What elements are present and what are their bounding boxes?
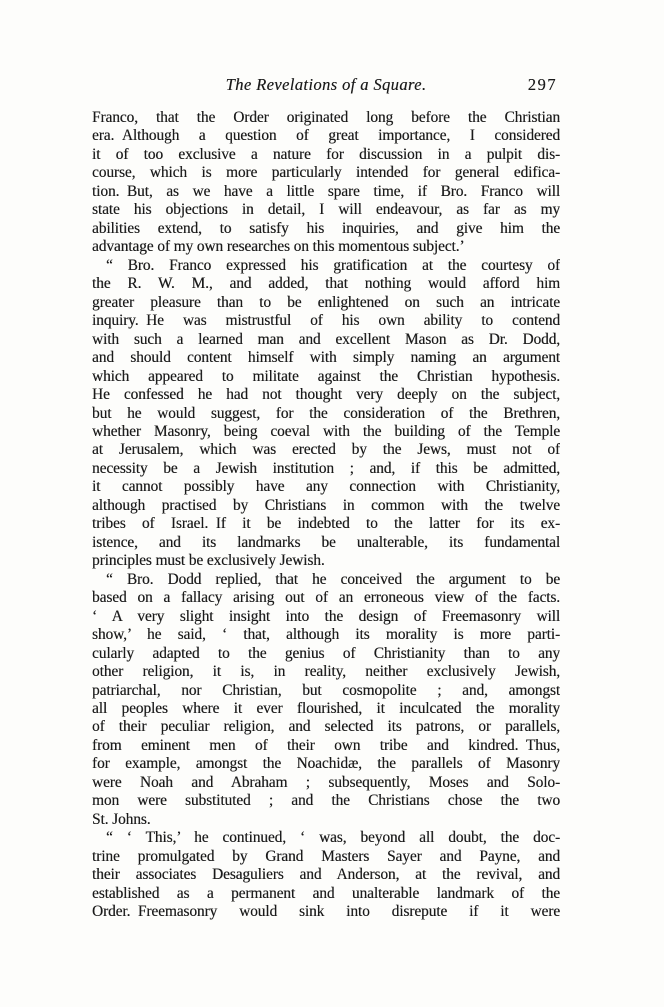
text-line: necessity be a Jewish institution ; and, if this be admitted, — [92, 459, 560, 477]
text-line: state his objections in detail, I will endeavour, as far as my — [92, 201, 560, 219]
text-line: inquiry. He was mistrustful of his own ability to contend — [92, 312, 560, 330]
paragraph — [92, 829, 560, 921]
text-line: with such a learned man and excellent Mason as Dr. Dodd, — [92, 330, 560, 348]
text-line: course, which is more particularly intended for general edifica- — [92, 164, 560, 182]
text-line: ‘ A very slight insight into the design of Freemasonry will — [92, 607, 560, 625]
page-number: 297 — [527, 75, 557, 94]
text-line: Order. Freemasonry would sink into disrepute if it were — [92, 903, 560, 921]
text-line: era. Although a question of great importance, I considered — [92, 127, 560, 145]
text-line: all peoples where it ever flourished, it inculcated the morality — [92, 700, 560, 717]
text-line: tribes of Israel. If it be indebted to the latter for its ex- — [92, 515, 560, 533]
text-line: it of too exclusive a nature for discussion in a pulpit dis- — [92, 145, 560, 163]
text-line: at Jerusalem, which was erected by the Jews, must not of — [92, 441, 560, 459]
text-line: cularly adapted to the genius of Christianity than to any — [92, 644, 560, 662]
text-line: show,’ he said, ‘ that, although its morality is more parti- — [92, 626, 560, 644]
text-line: trine promulgated by Grand Masters Sayer and Payne, and — [92, 847, 560, 865]
text-line: whether Masonry, being coeval with the building of the Temple — [92, 422, 560, 440]
text-line: other religion, it is, in reality, neither exclusively Jewish, — [92, 663, 560, 681]
text-line: of their peculiar religion, and selected its patrons, or parallels, — [92, 718, 560, 736]
text-line: were Noah and Abraham ; subsequently, Moses and Solo- — [92, 773, 560, 791]
text-line: mon were substituted ; and the Christians chose the two — [92, 792, 560, 810]
paragraph — [92, 109, 560, 257]
page-body-text — [92, 109, 560, 922]
running-header — [92, 75, 560, 95]
text-line: for example, amongst the Noachidæ, the parallels of Masonry — [92, 755, 560, 773]
text-line: patriarchal, nor Christian, but cosmopolite ; and, amongst — [92, 681, 560, 699]
text-line: “ Bro. Dodd replied, that he conceived the argument to be — [106, 570, 560, 588]
text-line: “ ‘ This,’ he continued, ‘ was, beyond all doubt, the doc- — [106, 829, 560, 847]
text-line: Franco, that the Order originated long before the Christian — [92, 109, 560, 126]
text-line: tion. But, as we have a little spare time, if Bro. Franco will — [92, 182, 560, 200]
text-line: which appeared to militate against the Christian hypothesis. — [92, 367, 560, 385]
text-line: based on a fallacy arising out of an erroneous view of the facts. — [92, 589, 560, 607]
text-line: it cannot possibly have any connection with Christianity, — [92, 478, 560, 496]
text-line: “ Bro. Franco expressed his gratification at the courtesy of — [106, 256, 560, 274]
text-line: although practised by Christians in common with the twelve — [92, 496, 560, 514]
text-line: He confessed he had not thought very deeply on the subject, — [92, 386, 560, 404]
text-line: the R. W. M., and added, that nothing would afford him — [92, 275, 560, 293]
text-line: advantage of my own researches on this momentous subject.’ — [92, 238, 465, 256]
text-line: abilities extend, to satisfy his inquiries, and give him the — [92, 219, 560, 237]
text-line: istence, and its landmarks be unalterable, its fundamental — [92, 533, 560, 551]
paragraph — [92, 257, 560, 571]
text-line: principles must be exclusively Jewish. — [92, 552, 325, 570]
text-line: but he would suggest, for the consideration of the Brethren, — [92, 404, 560, 422]
text-line: greater pleasure than to be enlightened on such an intricate — [92, 293, 560, 311]
text-line: their associates Desaguliers and Anderson, at the revival, and — [92, 866, 560, 884]
text-line: established as a permanent and unalterable landmark of the — [92, 884, 560, 902]
text-line: from eminent men of their own tribe and kindred. Thus, — [92, 736, 560, 754]
paragraph — [92, 571, 560, 830]
running-header-title: The Revelations of a Square. — [225, 75, 427, 94]
text-line: and should content himself with simply naming an argument — [92, 349, 560, 367]
text-line: St. Johns. — [92, 810, 151, 828]
